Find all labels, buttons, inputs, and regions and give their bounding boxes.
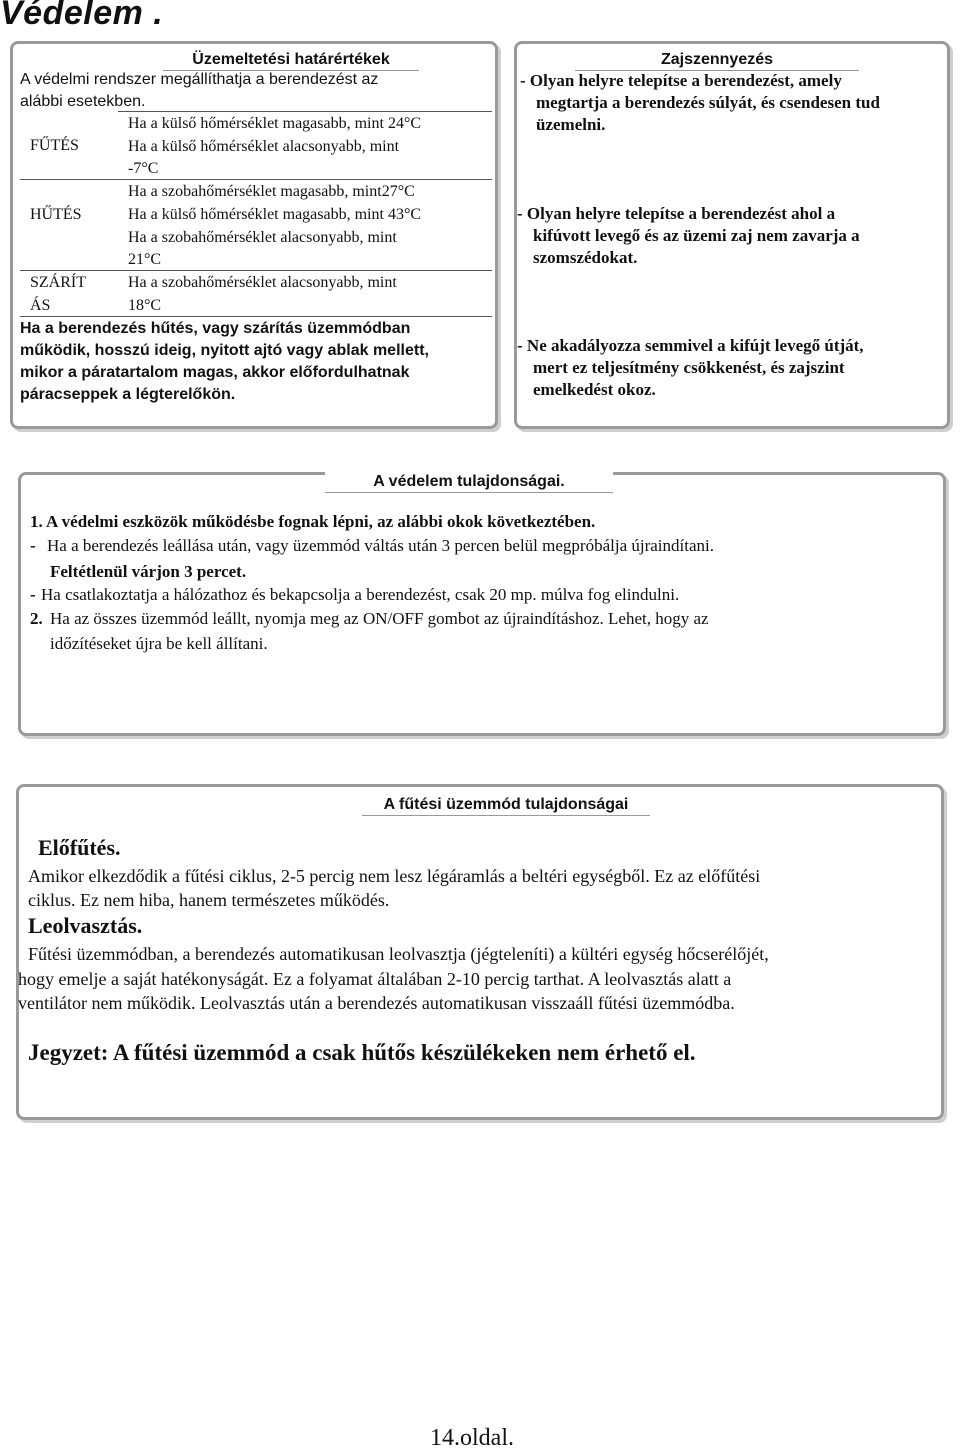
heating-row2a: Ha a külső hőmérséklet alacsonyabb, mint bbox=[128, 138, 400, 155]
drying-row1a: Ha a szobahőmérséklet alacsonyabb, mint bbox=[128, 274, 397, 291]
protection-line2-dash: - bbox=[30, 536, 36, 555]
heating-title: A fűtési üzemmód tulajdonságai bbox=[362, 795, 650, 816]
limits-note-line4: páracseppek a légterelőkön. bbox=[20, 386, 236, 403]
protection-line4: Ha csatlakoztatja a hálózathoz és bekapcsolja a berendezést, csak 20 mp. múlva fog elindulni. bbox=[41, 585, 680, 604]
defrost-line2: hogy emelje a saját hatékonyságát. Ez a folyamat általában 2-10 percig tarthat. A leolvasztás alatt a bbox=[18, 969, 732, 989]
noise-item2-line3: szomszédokat. bbox=[533, 248, 638, 267]
noise-item3-line2: mert ez teljesítmény csökkenést, és zajszint bbox=[533, 358, 845, 377]
heating-label: FŰTÉS bbox=[30, 137, 79, 154]
cooling-row1: Ha a külső hőmérséklet magasabb, mint 43°C bbox=[128, 206, 422, 223]
noise-item2-line2: kifúvott levegő és az üzemi zaj nem zavarja a bbox=[533, 226, 860, 245]
drying-row1b: 18°C bbox=[128, 297, 162, 314]
limits-intro-line2: alábbi esetekben. bbox=[20, 93, 146, 110]
preheat-line1: Amikor elkezdődik a fűtési ciklus, 2-5 percig nem lesz légáramlás a beltéri egységből. Ez az előfűtési bbox=[28, 866, 761, 886]
protection-title: A védelem tulajdonságai. bbox=[325, 472, 613, 493]
heating-row3: Ha a szobahőmérséklet magasabb, mint27°C bbox=[128, 183, 415, 200]
table-line bbox=[20, 270, 492, 271]
heating-row1: Ha a külső hőmérséklet magasabb, mint 24°C bbox=[128, 115, 422, 132]
protection-line1: 1. A védelmi eszközök működésbe fognak lépni, az alábbi okok következtében. bbox=[30, 512, 596, 531]
protection-line5: Ha az összes üzemmód leállt, nyomja meg az ON/OFF gombot az újraindításhoz. Lehet, hogy az bbox=[50, 609, 709, 628]
operating-limits-title: Üzemeltetési határértékek bbox=[163, 50, 419, 71]
heating-row2b: -7°C bbox=[128, 160, 159, 177]
protection-line2: Ha a berendezés leállása után, vagy üzemmód váltás után 3 percen belül megpróbálja újraindítani. bbox=[47, 536, 714, 555]
page-title: Védelem . bbox=[0, 0, 164, 32]
limits-note-line3: mikor a páratartalom magas, akkor előfordulhatnak bbox=[20, 364, 410, 381]
cooling-row2b: 21°C bbox=[128, 251, 162, 268]
noise-item2-line1: - Olyan helyre telepítse a berendezést ahol a bbox=[517, 204, 836, 223]
protection-line6: időzítéseket újra be kell állítani. bbox=[50, 634, 268, 653]
noise-title: Zajszennyezés bbox=[575, 50, 859, 71]
drying-label-b: ÁS bbox=[30, 297, 51, 314]
noise-item1-line3: üzemelni. bbox=[536, 115, 606, 134]
noise-item3-line3: emelkedést okoz. bbox=[533, 380, 656, 399]
cooling-row2a: Ha a szobahőmérséklet alacsonyabb, mint bbox=[128, 229, 397, 246]
page-number: 14.oldal. bbox=[430, 1425, 514, 1451]
noise-item3-line1: - Ne akadályozza semmivel a kifújt levegő útját, bbox=[517, 336, 864, 355]
noise-item1-line2: megtartja a berendezés súlyát, és csendesen tud bbox=[536, 93, 880, 112]
defrost-heading: Leolvasztás. bbox=[28, 913, 143, 938]
drying-label-a: SZÁRÍT bbox=[30, 274, 86, 291]
defrost-line3: ventilátor nem működik. Leolvasztás után a berendezés automatikusan visszaáll fűtési üzemmódba. bbox=[18, 993, 735, 1013]
protection-line3: Feltétlenül várjon 3 percet. bbox=[50, 562, 247, 581]
table-line bbox=[20, 179, 492, 180]
preheat-heading: Előfűtés. bbox=[38, 835, 121, 860]
table-line bbox=[20, 316, 492, 317]
limits-note-line2: működik, hosszú ideig, nyitott ajtó vagy ablak mellett, bbox=[20, 342, 429, 359]
table-line bbox=[118, 111, 492, 112]
limits-note-line1: Ha a berendezés hűtés, vagy szárítás üzemmódban bbox=[20, 320, 411, 337]
heating-note: Jegyzet: A fűtési üzemmód a csak hűtős készülékeken nem érhető el. bbox=[28, 1040, 696, 1065]
protection-line5-num: 2. bbox=[30, 609, 43, 628]
protection-line4-dash: - bbox=[30, 585, 36, 604]
preheat-line2: ciklus. Ez nem hiba, hanem természetes működés. bbox=[28, 890, 390, 910]
defrost-line1: Fűtési üzemmódban, a berendezés automatikusan leolvasztja (jégteleníti) a kültéri egység hőcserélőjét, bbox=[28, 944, 769, 964]
noise-item1-line1: - Olyan helyre telepítse a berendezést, amely bbox=[520, 71, 842, 90]
cooling-label: HŰTÉS bbox=[30, 206, 82, 223]
limits-intro-line1: A védelmi rendszer megállíthatja a berendezést az bbox=[20, 71, 379, 88]
